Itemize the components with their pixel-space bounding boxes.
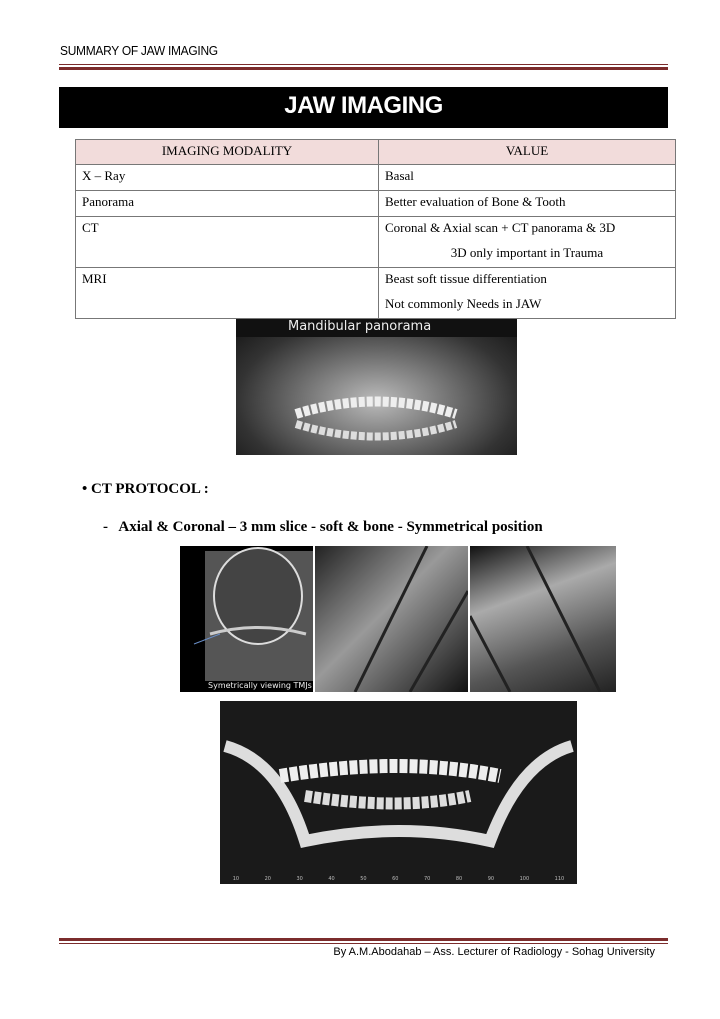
header-rule-thick (59, 67, 668, 70)
footer-text: By A.M.Abodahab – Ass. Lecturer of Radiology - Sohag University (333, 946, 655, 958)
protocol-item: - Axial & Coronal – 3 mm slice - soft & bone - Symmetrical position (103, 519, 543, 535)
table-header-row (76, 140, 676, 165)
scout-lines (315, 546, 468, 692)
lateral-scout-image-1 (315, 546, 468, 692)
ct-panorama-image (220, 701, 577, 884)
scale-tick: 10 (232, 876, 240, 882)
table-row (76, 268, 676, 319)
modality-cell: MRI (76, 268, 379, 319)
value-line: 3D only important in Trauma (450, 245, 604, 260)
figure-caption: Mandibular panorama (288, 319, 432, 334)
scale-tick: 80 (455, 876, 463, 882)
imaging-table (75, 139, 676, 319)
scale-ticks (220, 876, 577, 882)
mandibular-panorama-image (236, 319, 517, 455)
value-cell: Better evaluation of Bone & Tooth (379, 191, 676, 217)
scale-tick: 90 (487, 876, 495, 882)
lateral-scout-image-2 (470, 546, 616, 692)
scale-tick: 50 (360, 876, 367, 882)
coronal-ct-image (180, 546, 313, 692)
scale-tick: 30 (296, 876, 303, 882)
footer-rule-thick (59, 938, 668, 941)
value-line: Not commonly Needs in JAW (385, 296, 542, 311)
column-header: IMAGING MODALITY (76, 140, 379, 165)
scout-lines (470, 546, 616, 692)
table-row (76, 217, 676, 268)
value-line: Coronal & Axial scan + CT panorama & 3D (385, 220, 616, 235)
table-row (76, 165, 676, 191)
value-cell (379, 217, 676, 268)
scale-tick: 60 (392, 876, 399, 882)
value-line: Beast soft tissue differentiation (385, 271, 547, 286)
modality-cell: Panorama (76, 191, 379, 217)
section-bullet: • CT PROTOCOL : (82, 481, 209, 497)
value-cell: Basal (379, 165, 676, 191)
scale-tick: 110 (554, 876, 565, 882)
header-rule (59, 64, 668, 65)
value-cell (379, 268, 676, 319)
skull-coronal-illustration (180, 546, 313, 692)
scale-tick: 40 (328, 876, 335, 882)
ct-jaw-illustration (220, 701, 577, 884)
scale-tick: 70 (424, 876, 431, 882)
scale-tick: 20 (264, 876, 271, 882)
column-header: VALUE (379, 140, 676, 165)
table-row (76, 191, 676, 217)
figure-caption: Symetrically viewing TMJs (208, 681, 312, 690)
scale-tick: 100 (519, 876, 530, 882)
running-header: SUMMARY OF JAW IMAGING (60, 43, 218, 58)
modality-cell: X – Ray (76, 165, 379, 191)
teeth-illustration (236, 319, 517, 455)
footer-rule (59, 943, 668, 944)
page-title: JAW IMAGING (59, 87, 668, 128)
modality-cell: CT (76, 217, 379, 268)
